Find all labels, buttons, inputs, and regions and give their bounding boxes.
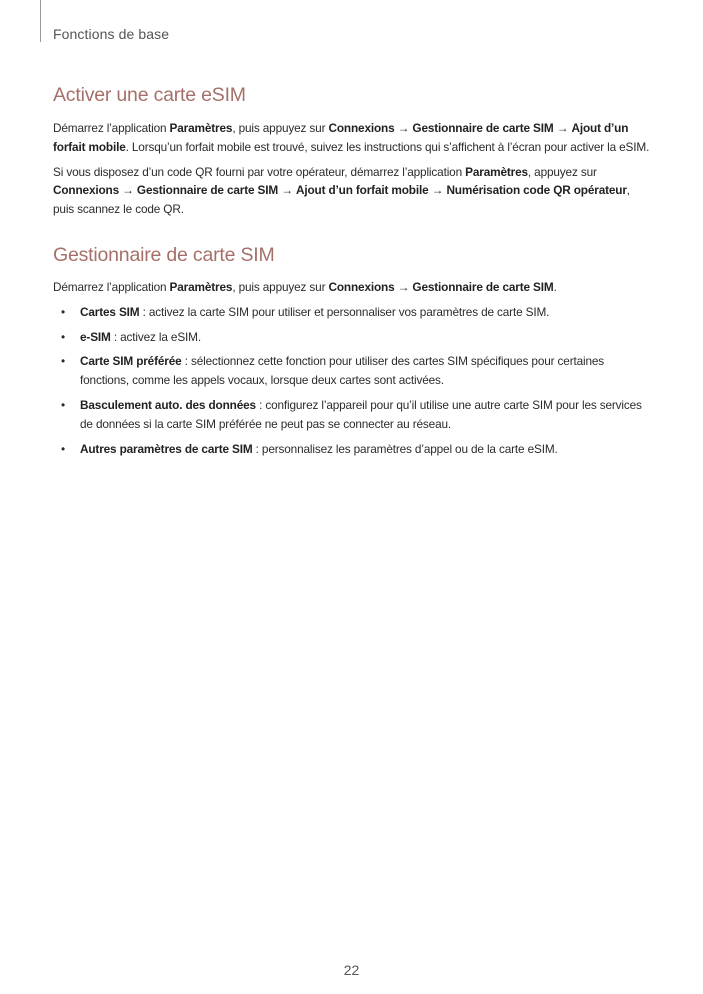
menu-label-numerisation-qr: Numérisation code QR opérateur [446,183,627,198]
list-item-desc: : configurez l’appareil pour qu’il utilise une autre carte SIM pour les services de données si la carte SIM préférée ne peut pas se connecter au réseau. [80,397,642,431]
list-item-desc: : personnalisez les paramètres d’appel ou de la carte eSIM. [252,441,558,456]
arrow-glyph: → [394,279,413,294]
header-title: Fonctions de base [53,26,170,42]
bullet-icon: • [61,304,65,319]
paragraph-sim-manager-intro [53,278,653,297]
menu-label-ajout-forfait: Ajout d’un forfait mobile [53,121,629,154]
list-item-desc: : activez la carte SIM pour utiliser et personnaliser vos paramètres de carte SIM. [139,304,550,319]
text: , puis scannez le code QR. [53,183,630,217]
menu-label-connexions: Connexions [328,279,395,294]
list-item-term: e-SIM [80,329,111,344]
list-item [53,440,653,459]
list-item [53,303,653,322]
page-number: 22 [343,962,360,978]
arrow-glyph: → [553,121,572,135]
bullet-icon: • [61,441,65,456]
list-item-term: Autres paramètres de carte SIM [80,441,253,456]
arrow-glyph: → [428,183,447,198]
menu-label-parametres: Paramètres [169,279,233,294]
text: , puis appuyez sur [232,121,329,135]
section-title-activate-esim: Activer une carte eSIM [53,84,246,106]
menu-label-parametres: Paramètres [169,121,233,135]
paragraph-qr-code [53,163,653,219]
menu-label-gestionnaire-sim: Gestionnaire de carte SIM [412,279,554,294]
text: Démarrez l’application [53,279,170,294]
section-activate-esim [53,84,653,219]
page-content [53,84,653,464]
bullet-icon: • [61,354,65,369]
text: . Lorsqu’un forfait mobile est trouvé, suivez les instructions qui s’affichent à l’écran pour activer la eSIM. [125,139,650,154]
sim-options-list [53,303,653,459]
list-item-term: Cartes SIM [80,304,140,319]
list-item-desc: : sélectionnez cette fonction pour utiliser des cartes SIM spécifiques pour certaines fonctions, comme les appels vocaux, lorsque deux cartes sont activées. [80,354,605,388]
paragraph-activate-esim-steps [53,119,653,157]
menu-label-parametres: Paramètres [465,164,528,179]
menu-label-gestionnaire-sim: Gestionnaire de carte SIM [136,183,279,198]
bullet-icon: • [61,397,65,412]
arrow-glyph: → [394,121,413,135]
header-rule [40,0,41,42]
list-item [53,328,653,347]
menu-label-gestionnaire-sim: Gestionnaire de carte SIM [412,121,554,135]
bullet-icon: • [61,329,65,344]
list-item-desc: : activez la eSIM. [110,329,201,344]
text: , puis appuyez sur [232,279,329,294]
arrow-glyph: → [278,183,296,198]
list-item [53,352,653,390]
text: Si vous disposez d’un code QR fourni par votre opérateur, démarrez l’application [53,164,466,179]
list-item-term: Basculement auto. des données [80,397,256,412]
section-title-sim-manager: Gestionnaire de carte SIM [53,243,275,266]
menu-label-connexions: Connexions [328,121,395,135]
list-item [53,396,653,434]
section-sim-manager [53,244,653,458]
text: , appuyez sur [527,164,597,179]
menu-label-connexions: Connexions [53,183,120,198]
arrow-glyph: → [119,183,137,198]
text: . [553,279,557,294]
text: Démarrez l’application [53,121,170,135]
menu-label-ajout-forfait: Ajout d’un forfait mobile [295,183,429,198]
list-item-term: Carte SIM préférée [80,354,182,369]
